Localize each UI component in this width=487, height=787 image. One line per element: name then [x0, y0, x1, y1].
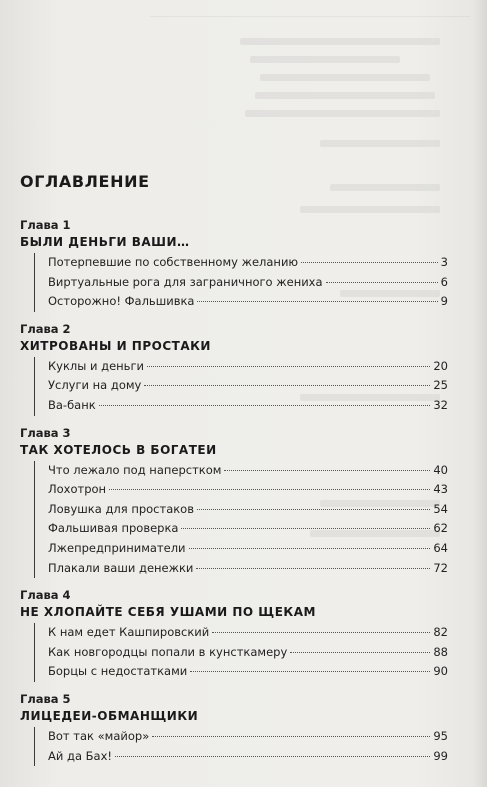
toc-chapter — [20, 692, 448, 766]
toc-entry — [35, 643, 448, 663]
toc-entry — [35, 519, 448, 539]
dot-leader — [147, 366, 430, 367]
entry-title: Что лежало под наперстком — [48, 462, 222, 477]
entry-title: Потерпевшие по собственному желанию — [48, 255, 299, 269]
entry-title: Лохотрон — [48, 482, 107, 497]
dot-leader — [196, 568, 430, 569]
dot-leader — [290, 652, 430, 653]
entry-page-number: 82 — [433, 625, 448, 640]
chapter-title: ХИТРОВАНЫ И ПРОСТАКИ — [20, 338, 211, 353]
bleed-line — [255, 92, 435, 99]
bleed-line — [330, 184, 440, 191]
dot-leader — [189, 548, 431, 549]
entry-title: Борцы с недостатками — [48, 664, 188, 679]
chapter-label: Глава 1 — [20, 218, 71, 232]
toc-chapter — [20, 588, 448, 682]
entry-title: Ай да Бах! — [48, 748, 113, 763]
toc-entry — [35, 480, 448, 500]
entry-page-number: 95 — [433, 728, 448, 743]
toc-entry — [35, 396, 448, 416]
bleed-line — [240, 38, 440, 45]
entry-page-number: 25 — [433, 378, 448, 393]
bleed-line — [150, 16, 470, 17]
toc-entry — [35, 357, 448, 377]
toc-entry — [35, 376, 448, 396]
entry-page-number: 72 — [433, 560, 448, 575]
dot-leader — [326, 282, 438, 283]
toc-chapter — [20, 322, 448, 416]
entry-title: Куклы и деньги — [48, 358, 144, 373]
dot-leader — [224, 470, 430, 471]
entry-title: Вот так «майор» — [48, 728, 150, 743]
chapter-label: Глава 3 — [20, 425, 71, 440]
entry-page-number: 32 — [433, 397, 448, 412]
toc-entry — [35, 253, 448, 273]
chapter-label: Глава 4 — [20, 588, 71, 603]
chapter-title: ТАК ХОТЕЛОСЬ В БОГАТЕИ — [20, 442, 217, 457]
toc-chapter — [20, 426, 448, 579]
toc-entry — [35, 273, 448, 293]
chapter-entry-list — [34, 253, 448, 312]
entry-page-number: 88 — [433, 644, 448, 659]
toc-entry — [35, 747, 448, 767]
entry-title: Плакали ваши денежки — [48, 560, 194, 575]
entry-page-number: 6 — [440, 274, 448, 289]
dot-leader — [197, 509, 430, 510]
dot-leader — [181, 528, 430, 529]
bleed-line — [260, 74, 430, 81]
dot-leader — [152, 736, 430, 737]
chapter-entry-list — [34, 623, 448, 682]
entry-page-number: 20 — [433, 358, 448, 373]
dot-leader — [99, 405, 431, 406]
toc-entry — [35, 461, 448, 481]
dot-leader — [212, 632, 430, 633]
toc-chapter — [20, 218, 448, 312]
dot-leader — [144, 385, 430, 386]
entry-title: Осторожно! Фальшивка — [48, 294, 195, 309]
entry-title: К нам едет Кашпировский — [48, 625, 210, 640]
page-edge-shadow — [473, 0, 487, 787]
entry-title: Услуги на дому — [48, 378, 142, 393]
entry-title: Как новгородцы попали в кунсткамеру — [48, 644, 288, 659]
chapter-label: Глава 5 — [20, 691, 71, 706]
toc-entry — [35, 539, 448, 559]
toc-entry — [35, 623, 448, 643]
bleed-line — [320, 140, 440, 147]
dot-leader — [115, 756, 430, 757]
dot-leader — [109, 489, 430, 490]
entry-page-number: 62 — [433, 521, 448, 536]
bleed-line — [300, 206, 440, 213]
toc-entry — [35, 292, 448, 312]
entry-page-number: 43 — [433, 482, 448, 497]
entry-page-number: 54 — [433, 501, 448, 516]
chapter-title: БЫЛИ ДЕНЬГИ ВАШИ… — [20, 235, 190, 249]
dot-leader — [190, 671, 430, 672]
toc-title: ОГЛАВЛЕНИЕ — [20, 172, 150, 191]
chapter-entry-list — [34, 357, 448, 416]
entry-title: Лжепредприниматели — [48, 540, 186, 555]
entry-page-number: 99 — [433, 748, 448, 763]
chapter-title: ЛИЦЕДЕИ-ОБМАНЩИКИ — [20, 708, 199, 723]
toc-entry — [35, 727, 448, 747]
entry-title: Ловушка для простаков — [48, 501, 194, 516]
toc-entry — [35, 559, 448, 579]
entry-page-number: 3 — [440, 255, 448, 269]
entry-title: Фальшивая проверка — [48, 521, 179, 536]
bleed-line — [245, 110, 440, 117]
toc-entry — [35, 662, 448, 682]
dot-leader — [301, 262, 438, 263]
chapter-label: Глава 2 — [20, 321, 71, 336]
entry-page-number: 9 — [440, 294, 448, 309]
toc-chapter-list — [20, 218, 448, 776]
bleed-line — [250, 56, 400, 63]
chapter-entry-list — [34, 727, 448, 766]
entry-title: Ва-банк — [48, 397, 96, 412]
entry-page-number: 40 — [433, 462, 448, 477]
dot-leader — [197, 301, 437, 302]
entry-page-number: 90 — [433, 664, 448, 679]
entry-page-number: 64 — [433, 540, 448, 555]
entry-title: Виртуальные рога для заграничного жениха — [48, 274, 323, 289]
chapter-entry-list — [34, 461, 448, 579]
toc-entry — [35, 500, 448, 520]
chapter-title: НЕ ХЛОПАЙТЕ СЕБЯ УШАМИ ПО ЩЕКАМ — [20, 605, 316, 620]
